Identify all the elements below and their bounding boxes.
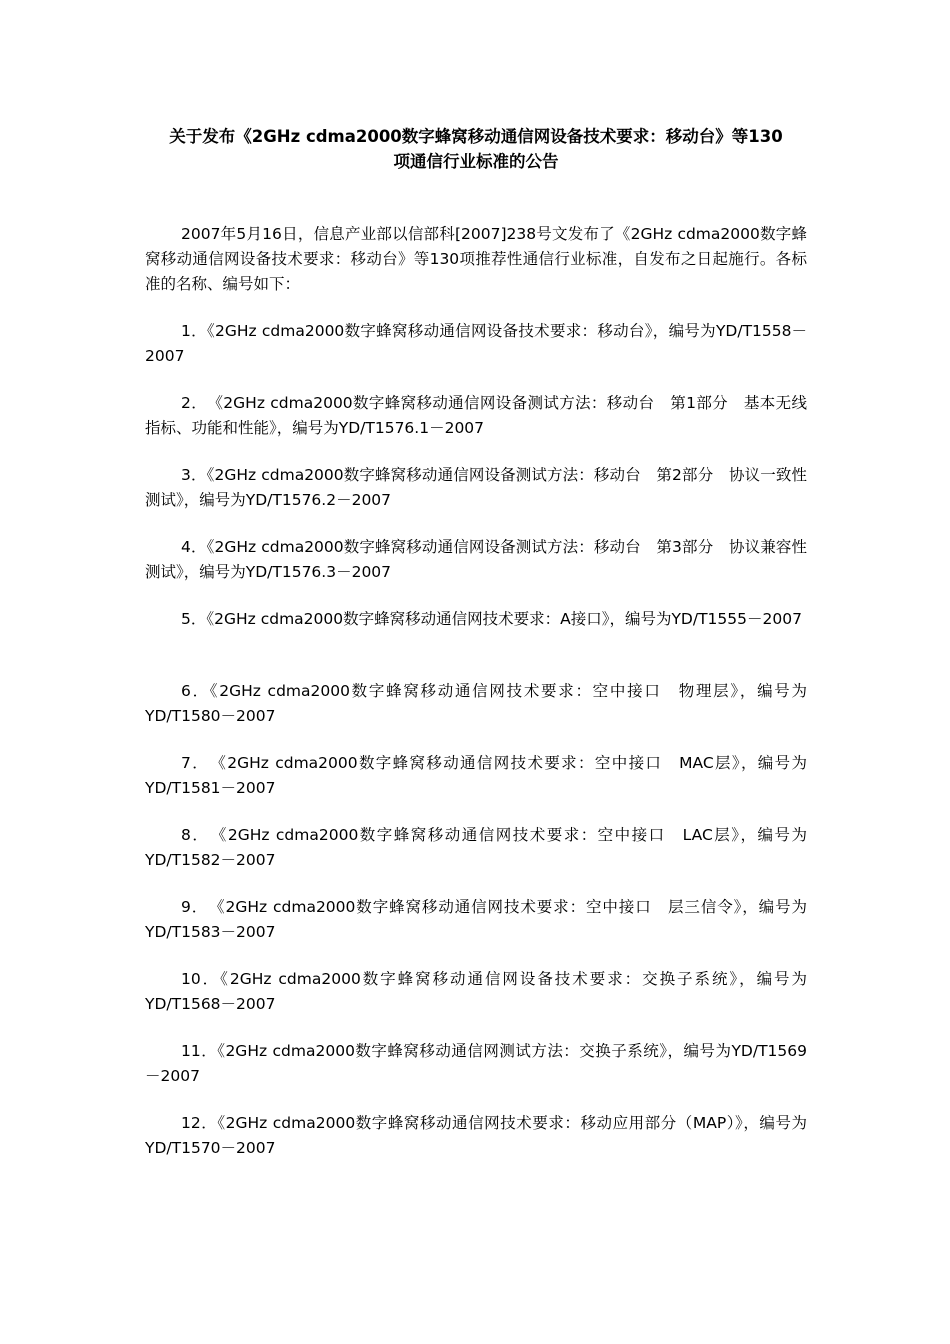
- list-item: 8． 《2GHz cdma2000数字蜂窝移动通信网技术要求：空中接口 LAC层》，编号为YD/T1582－2007: [145, 826, 807, 869]
- title-line-2: 项通信行业标准的公告: [393, 152, 559, 171]
- list-item: 10．《2GHz cdma2000数字蜂窝移动通信网设备技术要求：交换子系统》，编号为YD/T1568－2007: [145, 970, 807, 1013]
- list-item: 3．《2GHz cdma2000数字蜂窝移动通信网设备测试方法：移动台 第2部分 协议一致性测试》，编号为YD/T1576.2－2007: [145, 466, 807, 509]
- title-line-1: 关于发布《2GHz cdma2000数字蜂窝移动通信网设备技术要求：移动台》等130: [169, 127, 783, 146]
- list-item: 7． 《2GHz cdma2000数字蜂窝移动通信网技术要求：空中接口 MAC层》，编号为YD/T1581－2007: [145, 754, 807, 797]
- list-item: 4．《2GHz cdma2000数字蜂窝移动通信网设备测试方法：移动台 第3部分 协议兼容性测试》，编号为YD/T1576.3－2007: [145, 538, 807, 581]
- list-item: 5．《2GHz cdma2000数字蜂窝移动通信网技术要求：A接口》，编号为YD/T1555－2007: [181, 610, 802, 628]
- intro-paragraph: [145, 222, 807, 297]
- intro-text: 2007年5月16日，信息产业部以信部科[2007]238号文发布了《2GHz cdma2000数字蜂窝移动通信网设备技术要求：移动台》等130项推荐性通信行业标准，自发布之日起施行。各标准的名称、编号如下：: [145, 225, 807, 293]
- list-item: 1．《2GHz cdma2000数字蜂窝移动通信网设备技术要求：移动台》，编号为YD/T1558－2007: [145, 322, 807, 365]
- list-item: 6．《2GHz cdma2000数字蜂窝移动通信网技术要求：空中接口 物理层》，编号为YD/T1580－2007: [145, 682, 807, 725]
- list-item: 2． 《2GHz cdma2000数字蜂窝移动通信网设备测试方法：移动台 第1部分 基本无线指标、功能和性能》，编号为YD/T1576.1－2007: [145, 394, 807, 437]
- document-title: [145, 124, 807, 174]
- list-item: 12．《2GHz cdma2000数字蜂窝移动通信网技术要求：移动应用部分（MAP）》，编号为YD/T1570－2007: [145, 1114, 807, 1157]
- list-item: 11．《2GHz cdma2000数字蜂窝移动通信网测试方法：交换子系统》，编号为YD/T1569－2007: [145, 1042, 807, 1085]
- list-item: 9． 《2GHz cdma2000数字蜂窝移动通信网技术要求：空中接口 层三信令》，编号为YD/T1583－2007: [145, 898, 807, 941]
